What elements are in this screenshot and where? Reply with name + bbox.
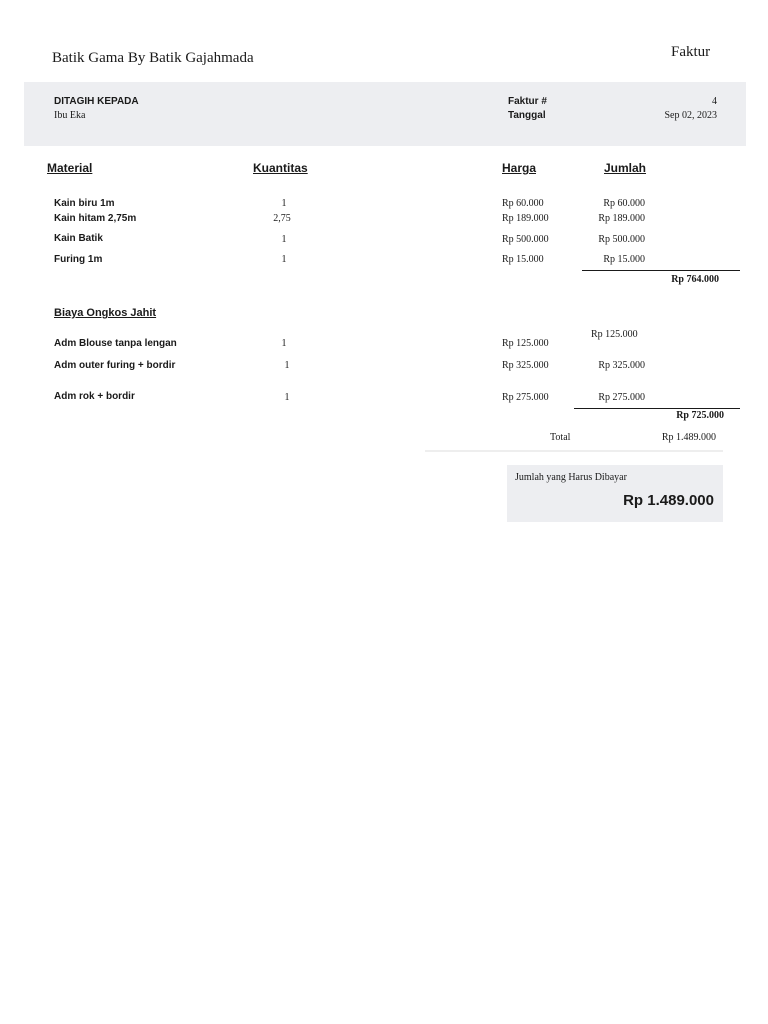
sewing-item-qty: 1 <box>284 392 290 403</box>
material-item-price: Rp 189.000 <box>502 213 549 224</box>
material-item-amount: Rp 500.000 <box>598 234 645 245</box>
subtotal-rule <box>582 270 740 271</box>
sewing-item-price: Rp 125.000 <box>502 338 549 349</box>
sewing-subtotal: Rp 725.000 <box>676 410 724 421</box>
sewing-item-name: Adm outer furing + bordir <box>54 360 176 371</box>
material-item-name: Kain biru 1m <box>54 198 115 209</box>
bill-to-value: Ibu Eka <box>54 110 86 121</box>
sewing-item-amount: Rp 125.000 <box>591 329 638 340</box>
sewing-item-name: Adm Blouse tanpa lengan <box>54 338 177 349</box>
company-name: Batik Gama By Batik Gajahmada <box>52 50 254 66</box>
invoice-date-value: Sep 02, 2023 <box>664 110 717 121</box>
material-item-name: Furing 1m <box>54 254 103 265</box>
bill-to-label: DITAGIH KEPADA <box>54 96 139 107</box>
subtotal-rule <box>574 408 740 409</box>
sewing-item-price: Rp 325.000 <box>502 360 549 371</box>
material-item-price: Rp 15.000 <box>502 254 544 265</box>
column-header-price: Harga <box>502 161 537 175</box>
column-header-material: Material <box>47 161 93 175</box>
material-item-price: Rp 500.000 <box>502 234 549 245</box>
material-item-name: Kain Batik <box>54 233 103 244</box>
billing-panel <box>24 82 746 146</box>
material-item-name: Kain hitam 2,75m <box>54 213 137 224</box>
amount-due-label: Jumlah yang Harus Dibayar <box>515 472 627 483</box>
sewing-item-amount: Rp 275.000 <box>598 392 645 403</box>
invoice-number-value: 4 <box>712 96 717 107</box>
material-item-qty: 1 <box>281 254 287 265</box>
sewing-item-name: Adm rok + bordir <box>54 391 135 402</box>
material-item-qty: 1 <box>281 234 287 245</box>
sewing-item-qty: 1 <box>284 360 290 371</box>
material-item-amount: Rp 15.000 <box>603 254 645 265</box>
total-value: Rp 1.489.000 <box>661 432 716 443</box>
material-item-qty: 1 <box>281 198 287 209</box>
sewing-item-amount: Rp 325.000 <box>598 360 645 371</box>
invoice-number-label: Faktur # <box>508 96 547 107</box>
sewing-item-price: Rp 275.000 <box>502 392 549 403</box>
total-divider <box>425 450 723 452</box>
invoice-date-label: Tanggal <box>508 110 546 121</box>
amount-due-value: Rp 1.489.000 <box>623 492 714 509</box>
total-label: Total <box>550 432 571 443</box>
materials-subtotal: Rp 764.000 <box>671 274 719 285</box>
material-item-amount: Rp 60.000 <box>603 198 645 209</box>
section-title-sewing: Biaya Ongkos Jahit <box>54 307 157 319</box>
sewing-item-qty: 1 <box>281 338 287 349</box>
column-header-quantity: Kuantitas <box>253 161 308 175</box>
material-item-amount: Rp 189.000 <box>598 213 645 224</box>
document-title: Faktur <box>671 44 711 60</box>
column-header-amount: Jumlah <box>604 161 647 175</box>
material-item-qty: 2,75 <box>273 213 291 224</box>
material-item-price: Rp 60.000 <box>502 198 544 209</box>
